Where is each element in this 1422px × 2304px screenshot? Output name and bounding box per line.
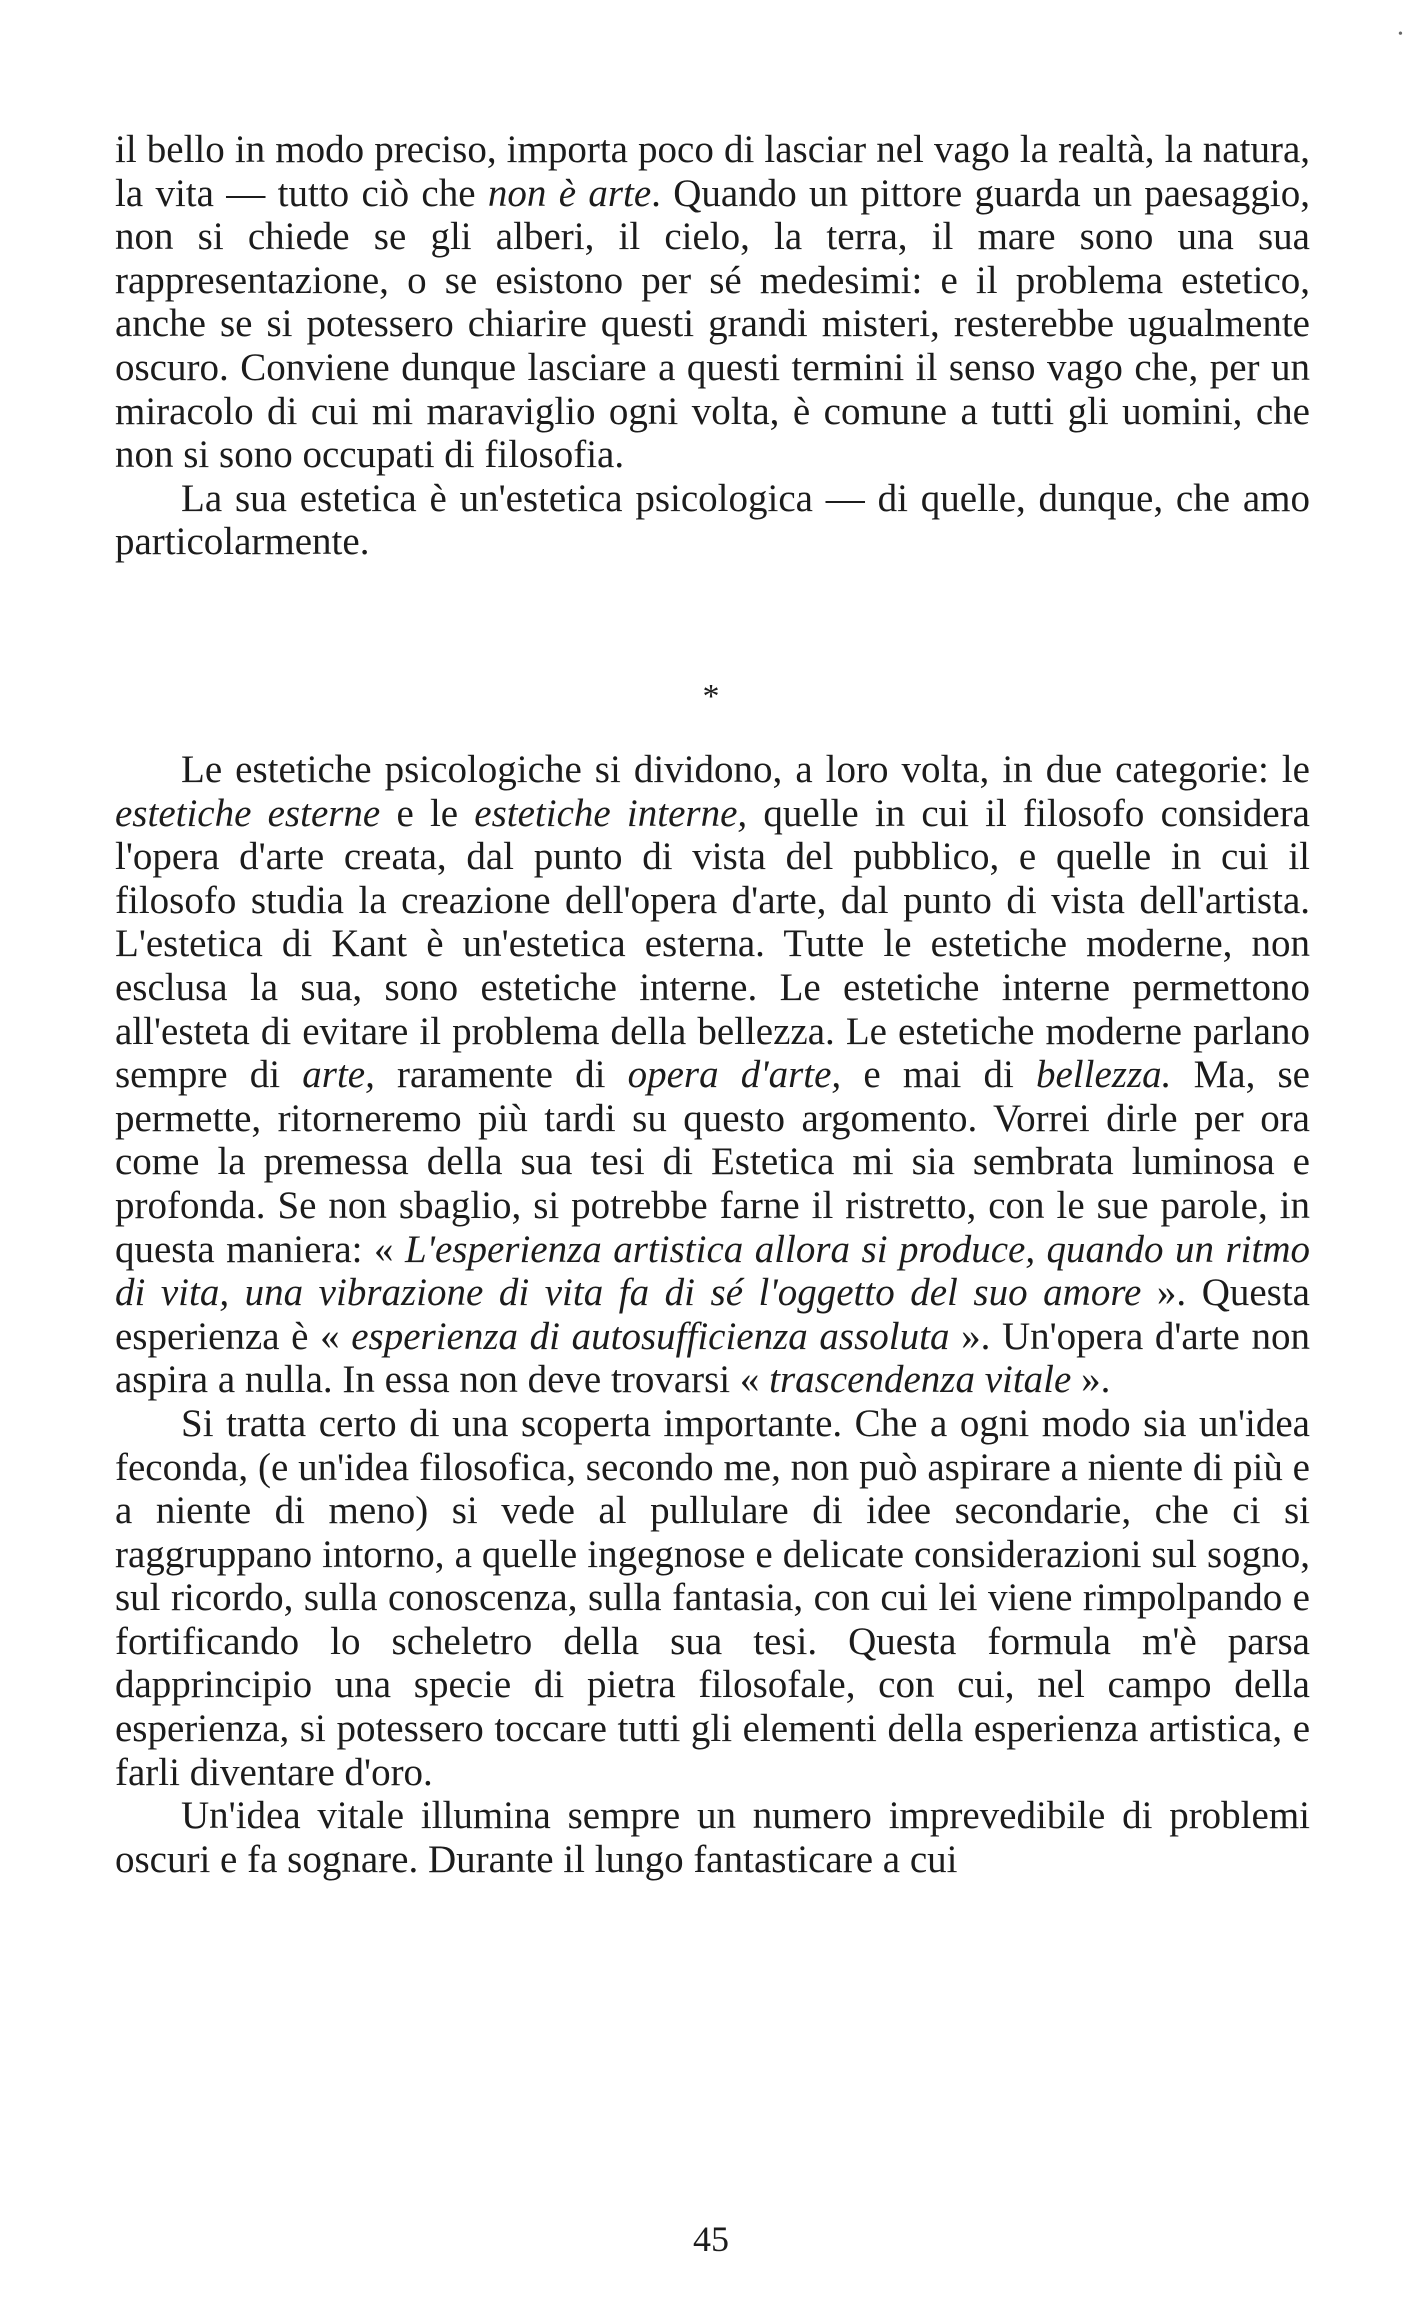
- paragraph-estetiche-psicologiche: Le estetiche psicologiche si dividono, a loro volta, in due categorie: le estetiche esterne e le estetiche interne, quelle in cui il filosofo considera l'opera d'arte creata, dal punto di vista del pubblico, e quelle in cui il filosofo studia la creazione dell'opera d'arte, dal punto di vista dell'artista. L'estetica di Kant è un'estetica esterna. Tutte le estetiche moderne, non esclusa la sua, sono estetiche interne. Le estetiche interne permettono all'esteta di evitare il problema della bellezza. Le estetiche moderne parlano sempre di arte, raramente di opera d'arte, e mai di bellezza. Ma, se permette, ritorneremo più tardi su questo argomento. Vorrei dirle per ora come la premessa della sua tesi di Estetica mi sia sembrata luminosa e profonda. Se non sbaglio, si potrebbe farne il ristretto, con le sue parole, in questa maniera: « L'esperienza artistica allora si produce, quando un ritmo di vita, una vibrazione di vita fa di sé l'oggetto del suo amore ». Questa esperienza è « esperienza di autosufficienza assoluta ». Un'opera d'arte non aspira a nulla. In essa non deve trovarsi « trascendenza vitale ».: [115, 748, 1310, 1402]
- text-block-top: [115, 128, 1310, 564]
- paragraph-scoperta-importante: Si tratta certo di una scoperta importante. Che a ogni modo sia un'idea feconda, (e un'idea filosofica, secondo me, non può aspirare a niente di più e a niente di meno) si vede al pullulare di idee secondarie, che ci si raggruppano intorno, a quelle ingegnose e delicate considerazioni sul sogno, sul ricordo, sulla conoscenza, sulla fantasia, con cui lei viene rimpolpando e fortificando lo scheletro della sua tesi. Questa formula m'è parsa dapprincipio una specie di pietra filosofale, con cui, nel campo della esperienza, si potessero toccare tutti gli elementi della esperienza artistica, e farli diventare d'oro.: [115, 1401, 1310, 1794]
- section-separator: *: [702, 678, 720, 715]
- paragraph-estetica-psicologica: La sua estetica è un'estetica psicologica — di quelle, dunque, che amo particolarmente.: [115, 476, 1310, 564]
- text-block-main: [115, 748, 1310, 1881]
- paragraph-idea-vitale: Un'idea vitale illumina sempre un numero imprevedibile di problemi oscuri e fa sognare. Durante il lungo fantasticare a cui: [115, 1794, 1310, 1881]
- corner-mark: •: [1398, 27, 1403, 42]
- paragraph-continuation: il bello in modo preciso, importa poco di lasciar nel vago la realtà, la natura, la vita — tutto ciò che non è arte. Quando un pittore guarda un paesaggio, non si chiede se gli alberi, il cielo, la terra, il mare sono una sua rappresentazione, o se esistono per sé medesimi: e il problema estetico, anche se si potessero chiarire questi grandi misteri, resterebbe ugualmente oscuro. Conviene dunque lasciare a questi termini il senso vago che, per un miracolo di cui mi maraviglio ogni volta, è comune a tutti gli uomini, che non si sono occupati di filosofia.: [115, 128, 1310, 477]
- emphasis-non-e-arte: non è arte: [487, 171, 652, 215]
- page-number: 45: [693, 2219, 729, 2259]
